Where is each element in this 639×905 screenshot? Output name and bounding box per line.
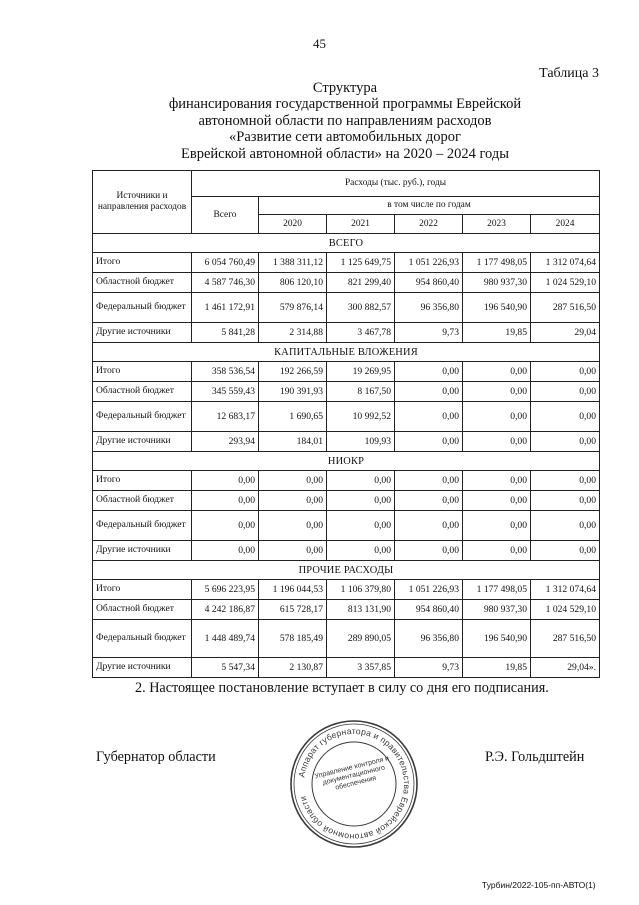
footer-code: Турбин/2022-105-пп-АВТО(1)	[482, 880, 596, 890]
row-label: Итого	[93, 471, 192, 491]
row-label: Другие источники	[93, 658, 192, 678]
section-row	[93, 343, 600, 362]
header-expenses: Расходы (тыс. руб.), годы	[192, 171, 600, 197]
cell-year-2021: 8 167,50	[327, 382, 395, 402]
header-total: Всего	[192, 197, 259, 234]
row-label: Областной бюджет	[93, 382, 192, 402]
row-label: Областной бюджет	[93, 600, 192, 620]
cell-year-2020: 0,00	[259, 511, 327, 541]
cell-year-2020: 184,01	[259, 432, 327, 452]
cell-year-2023: 0,00	[463, 382, 531, 402]
signature-title: Губернатор области	[96, 749, 216, 765]
clause-text: 2. Настоящее постановление вступает в силу со дня его подписания.	[135, 680, 549, 696]
table-row	[93, 432, 600, 452]
cell-year-2023: 19,85	[463, 658, 531, 678]
header-year-2021: 2021	[327, 215, 395, 234]
cell-year-2022: 1 051 226,93	[395, 253, 463, 273]
cell-year-2023: 0,00	[463, 471, 531, 491]
cell-year-2024: 29,04».	[531, 658, 600, 678]
cell-year-2020: 192 266,59	[259, 362, 327, 382]
cell-year-2021: 3 357,85	[327, 658, 395, 678]
cell-year-2020: 0,00	[259, 491, 327, 511]
cell-total: 1 461 172,91	[192, 293, 259, 323]
cell-year-2022: 0,00	[395, 382, 463, 402]
cell-year-2020: 615 728,17	[259, 600, 327, 620]
cell-year-2023: 0,00	[463, 511, 531, 541]
cell-year-2024: 0,00	[531, 432, 600, 452]
cell-total: 5 696 223,95	[192, 580, 259, 600]
cell-year-2020: 1 388 311,12	[259, 253, 327, 273]
cell-year-2024: 0,00	[531, 541, 600, 561]
cell-year-2020: 2 130,87	[259, 658, 327, 678]
title-line: Еврейской автономной области» на 2020 – 2024 годы	[181, 145, 509, 162]
section-title: НИОКР	[93, 452, 600, 471]
cell-year-2024: 1 312 074,64	[531, 253, 600, 273]
cell-year-2020: 0,00	[259, 541, 327, 561]
section-title: ПРОЧИЕ РАСХОДЫ	[93, 561, 600, 580]
cell-year-2021: 19 269,95	[327, 362, 395, 382]
table-row	[93, 511, 600, 541]
table-row	[93, 362, 600, 382]
cell-year-2024: 1 312 074,64	[531, 580, 600, 600]
cell-year-2023: 1 177 498,05	[463, 580, 531, 600]
stamp-inner-text: Управление контроля и документационного обеспечения	[314, 755, 390, 792]
row-label: Другие источники	[93, 541, 192, 561]
table-row	[93, 600, 600, 620]
cell-year-2022: 9,73	[395, 323, 463, 343]
cell-year-2020: 1 196 044,53	[259, 580, 327, 600]
header-year-2022: 2022	[395, 215, 463, 234]
row-label: Федеральный бюджет	[93, 293, 192, 323]
cell-total: 12 683,17	[192, 402, 259, 432]
cell-year-2022: 0,00	[395, 362, 463, 382]
cell-total: 345 559,43	[192, 382, 259, 402]
cell-year-2021: 289 890,05	[327, 620, 395, 658]
cell-year-2021: 813 131,90	[327, 600, 395, 620]
row-label: Другие источники	[93, 323, 192, 343]
table-row	[93, 382, 600, 402]
cell-year-2021: 0,00	[327, 491, 395, 511]
cell-year-2024: 0,00	[531, 511, 600, 541]
cell-year-2024: 0,00	[531, 402, 600, 432]
financing-table	[92, 170, 600, 678]
cell-year-2022: 1 051 226,93	[395, 580, 463, 600]
row-label: Итого	[93, 253, 192, 273]
title-line: финансирования государственной программы Еврейской	[168, 96, 522, 113]
cell-total: 4 242 186,87	[192, 600, 259, 620]
stamp-ring-text: Аппарат губернатора и правительства Еврейской автономной области	[296, 725, 413, 843]
section-title: КАПИТАЛЬНЫЕ ВЛОЖЕНИЯ	[93, 343, 600, 362]
cell-year-2022: 0,00	[395, 491, 463, 511]
cell-year-2021: 0,00	[327, 541, 395, 561]
cell-year-2020: 2 314,88	[259, 323, 327, 343]
cell-year-2023: 19,85	[463, 323, 531, 343]
cell-year-2024: 287 516,50	[531, 293, 600, 323]
header-by-years: в том числе по годам	[259, 197, 600, 215]
table-row	[93, 253, 600, 273]
cell-total: 293,94	[192, 432, 259, 452]
cell-year-2021: 10 992,52	[327, 402, 395, 432]
cell-year-2023: 0,00	[463, 362, 531, 382]
section-row	[93, 452, 600, 471]
cell-year-2024: 0,00	[531, 382, 600, 402]
header-year-2024: 2024	[531, 215, 600, 234]
row-label: Федеральный бюджет	[93, 402, 192, 432]
cell-year-2022: 9,73	[395, 658, 463, 678]
cell-year-2023: 1 177 498,05	[463, 253, 531, 273]
cell-year-2023: 196 540,90	[463, 293, 531, 323]
table-row	[93, 402, 600, 432]
cell-total: 6 054 760,49	[192, 253, 259, 273]
table-row	[93, 323, 600, 343]
table-row	[93, 658, 600, 678]
header-sources: Источники и направления расходов	[93, 171, 192, 234]
header-year-2023: 2023	[463, 215, 531, 234]
row-label: Федеральный бюджет	[93, 620, 192, 658]
cell-total: 1 448 489,74	[192, 620, 259, 658]
section-title: ВСЕГО	[93, 234, 600, 253]
cell-year-2023: 0,00	[463, 402, 531, 432]
cell-year-2022: 0,00	[395, 471, 463, 491]
page-number: 45	[313, 36, 326, 51]
cell-year-2023: 980 937,30	[463, 600, 531, 620]
cell-year-2020: 0,00	[259, 471, 327, 491]
cell-total: 0,00	[192, 511, 259, 541]
table-row	[93, 471, 600, 491]
cell-year-2024: 29,04	[531, 323, 600, 343]
cell-year-2021: 1 106 379,80	[327, 580, 395, 600]
cell-year-2022: 0,00	[395, 511, 463, 541]
row-label: Областной бюджет	[93, 491, 192, 511]
cell-year-2021: 109,93	[327, 432, 395, 452]
cell-year-2023: 196 540,90	[463, 620, 531, 658]
cell-year-2021: 0,00	[327, 471, 395, 491]
cell-year-2022: 0,00	[395, 432, 463, 452]
cell-year-2022: 954 860,40	[395, 600, 463, 620]
cell-year-2022: 0,00	[395, 402, 463, 432]
cell-year-2024: 287 516,50	[531, 620, 600, 658]
row-label: Другие источники	[93, 432, 192, 452]
official-stamp	[288, 718, 420, 850]
table-row	[93, 580, 600, 600]
cell-year-2021: 821 299,40	[327, 273, 395, 293]
title-line: «Развитие сети автомобильных дорог	[229, 129, 461, 146]
cell-year-2020: 578 185,49	[259, 620, 327, 658]
signature-name: Р.Э. Гольдштейн	[485, 749, 585, 765]
table-title	[150, 80, 540, 162]
cell-total: 358 536,54	[192, 362, 259, 382]
cell-year-2024: 0,00	[531, 491, 600, 511]
table-row	[93, 273, 600, 293]
cell-total: 0,00	[192, 541, 259, 561]
cell-year-2021: 300 882,57	[327, 293, 395, 323]
cell-year-2024: 0,00	[531, 471, 600, 491]
table-label: Таблица 3	[539, 66, 599, 81]
cell-year-2023: 980 937,30	[463, 273, 531, 293]
cell-year-2020: 190 391,93	[259, 382, 327, 402]
cell-year-2020: 806 120,10	[259, 273, 327, 293]
table-row	[93, 541, 600, 561]
cell-year-2021: 0,00	[327, 511, 395, 541]
title-line: Структура	[312, 80, 378, 96]
cell-total: 5 547,34	[192, 658, 259, 678]
cell-total: 0,00	[192, 491, 259, 511]
cell-year-2022: 96 356,80	[395, 293, 463, 323]
cell-year-2023: 0,00	[463, 541, 531, 561]
cell-total: 0,00	[192, 471, 259, 491]
row-label: Федеральный бюджет	[93, 511, 192, 541]
table-row	[93, 620, 600, 658]
cell-year-2024: 0,00	[531, 362, 600, 382]
table-body	[93, 234, 600, 678]
cell-year-2023: 0,00	[463, 432, 531, 452]
table-row	[93, 293, 600, 323]
cell-total: 5 841,28	[192, 323, 259, 343]
cell-total: 4 587 746,30	[192, 273, 259, 293]
cell-year-2024: 1 024 529,10	[531, 600, 600, 620]
section-row	[93, 234, 600, 253]
cell-year-2022: 0,00	[395, 541, 463, 561]
header-year-2020: 2020	[259, 215, 327, 234]
cell-year-2024: 1 024 529,10	[531, 273, 600, 293]
cell-year-2020: 579 876,14	[259, 293, 327, 323]
table-row	[93, 491, 600, 511]
row-label: Областной бюджет	[93, 273, 192, 293]
section-row	[93, 561, 600, 580]
title-line: автономной области по направлениям расходов	[198, 112, 492, 129]
cell-year-2022: 96 356,80	[395, 620, 463, 658]
cell-year-2020: 1 690,65	[259, 402, 327, 432]
cell-year-2022: 954 860,40	[395, 273, 463, 293]
row-label: Итого	[93, 580, 192, 600]
row-label: Итого	[93, 362, 192, 382]
cell-year-2021: 1 125 649,75	[327, 253, 395, 273]
cell-year-2021: 3 467,78	[327, 323, 395, 343]
cell-year-2023: 0,00	[463, 491, 531, 511]
